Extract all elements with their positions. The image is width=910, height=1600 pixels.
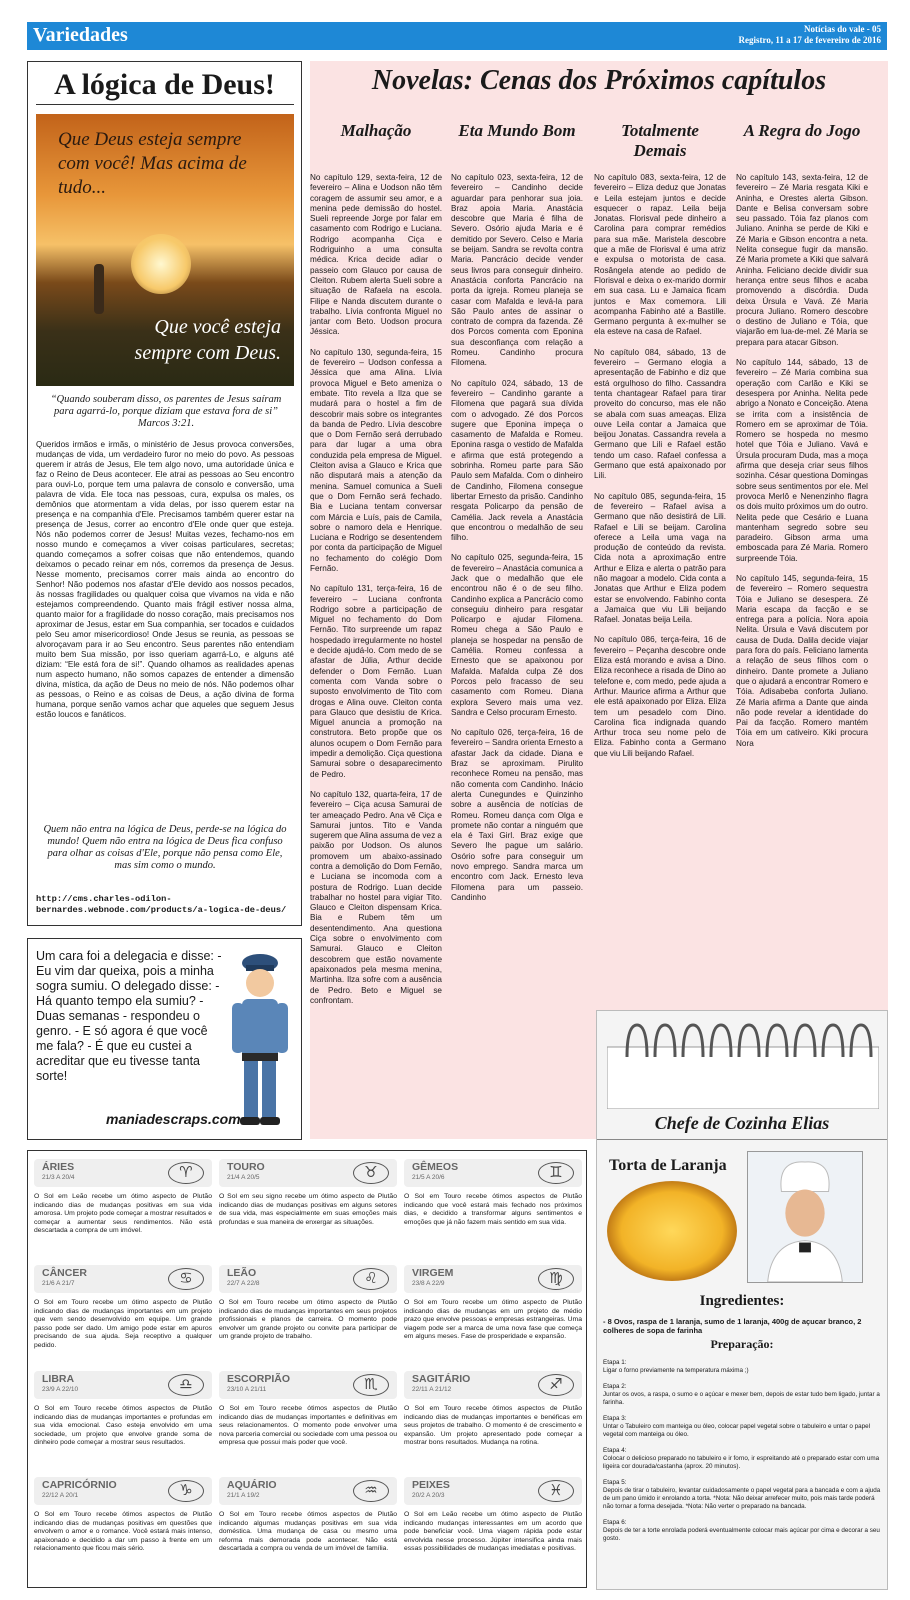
sign-name: SAGITÁRIO xyxy=(412,1373,471,1385)
devotional-body: Queridos irmãos e irmãs, o ministério de Jesus provoca conversões, mudanças de vida, um verdadeiro furor no meio do povo. As pessoas querem ir atrás de Jesus, Ele tem algo novo, uma autoridade única e faz o Reino de Deus acontecer. Ele atrai as pessoas ao Seu encontro para ouvi-Lo, porque tem uma palavra de consolo e conversão, uma palavra de vida. Ele toca nas pessoas, cura, expulsa os males, os demônios que atormentam a vida delas, por isso querem estar na presença e na companhia d'Ele. Precisamos também querer estar na presença de Jesus, correr ao encontro d'Ele onde quer que esteja. Nós não podemos correr de Jesus! Muitas vezes, fechamo-nos em nosso mundo e começamos a viver coisas particulares, secretas; quando começamos a sofrer coisas que não entendemos, quando deixamos o pecado reinar em nós, corremos da presença de Jesus. Nesse momento, precisamos correr mais ainda ao encontro do Senhor! Não podemos nos afastar d'Ele devido aos nossos pecados, às nossas fragilidades ou qualquer coisa que vivamos na vida e não estejamos compreendendo. Quanto mais frágil estiver nossa alma, quanto maior for a fragilidade do nosso coração, mais precisamos nos aproximar de Jesus, estar em Sua companhia, ser tocados e cuidados pelo Seu amor misericordioso! Onde Jesus se reunia, as pessoas se alvoroçavam para ir ao Seu encontro. Seus parentes não entendiam muito bem Sua missão, por isso queriam agarrá-Lo, e alguns até diziam: “Ele está fora de si!”. Quando olhamos as realidades apenas num aspecto humano, não somos capazes de entender a dimensão divina, mística, da ação de Deus no meio de nós. Não podemos olhar as pessoas, o Reino e as coisas de Deus, a ação divina de forma humana, porque senão vamos achar que aqueles que seguem Jesus estão loucos e fanáticos. xyxy=(36,440,294,719)
novela-heading: Eta Mundo Bom xyxy=(458,121,576,140)
step-label: Etapa 5: xyxy=(603,1479,627,1486)
sign-text: O Sol em Touro recebe ótimos aspectos de Plutão indicando que você estará mais fechado nos próximos dias, e decidido a transformar alguns sentimentos e emoções que já não fazem mais sentido em sua vida. xyxy=(404,1193,582,1226)
policeman-illustration xyxy=(224,945,296,1131)
novelas-title: Novelas: Cenas dos Próximos capítulos xyxy=(371,65,827,96)
chapter-summary: No capítulo 131, terça-feira, 16 de fevereiro – Luciana confronta Rodrigo sobre a participação de Miguel no fechamento do Dom Fernão. Tito surpreende um rapaz hospedado irregularmente no hostel e decide ajudá-lo. Com medo de se afastar de Júlia, Arthur decide defender o Dom Fernão. Luan comenta com Vanda sobre o suposto envolvimento de Tito com drogas e Alina ouve. Cleiton conta para Glauco que desistiu de Krica. Miguel anuncia a promoção na construtora. Beto propõe que os alunos ocupem o Dom Fernão para impedir a demolição. Ciça questiona Samurai sobre o desaparecimento de Pedro. xyxy=(310,584,442,779)
novelas-section xyxy=(310,61,888,1139)
prep-step xyxy=(603,1479,883,1511)
devotional-closing: Quem não entra na lógica de Deus, perde-se na lógica do mundo! Quem não entra na lógica de Deus fica confuso para olhar as coisas d'Ele, porque não pensa como Ele, mas sim como o mundo. xyxy=(43,824,287,871)
cancer-icon: ♋ xyxy=(168,1268,204,1290)
devotional-article xyxy=(27,61,302,926)
sign-dates: 21/5 A 20/6 xyxy=(412,1174,445,1181)
preparation-heading: Preparação: xyxy=(710,1337,774,1351)
sign-sagittarius xyxy=(404,1371,582,1475)
sign-dates: 23/10 A 21/11 xyxy=(227,1386,267,1393)
sign-taurus xyxy=(219,1159,397,1263)
virgo-icon: ♍ xyxy=(538,1268,574,1290)
leo-icon: ♌ xyxy=(353,1268,389,1290)
chapter-summary: No capítulo 129, sexta-feira, 12 de fevereiro – Alina e Uodson não têm coragem de assumir seu amor, e a menina pede demissão do hostel. Sueli repreende Jorge por falar em casamento com Rodrigo e Luciana. Rodrigo acompanha Ciça e Rodriguinho a uma consulta médica. Krica decide adiar o passeio com Glauco por causa de Cleiton. Rubem alerta Sueli sobre a situação de Rafaela na escola. Filipe e Nanda discutem durante o trabalho. Lívia confronta Miguel no jantar com Beto. Uodson procura Jéssica. xyxy=(310,173,442,337)
sign-leo xyxy=(219,1265,397,1369)
sign-name: CAPRICÓRNIO xyxy=(42,1479,117,1491)
title-divider xyxy=(36,104,294,105)
step-label: Etapa 4: xyxy=(603,1447,627,1454)
chapter-summary: No capítulo 026, terça-feira, 16 de fevereiro – Sandra orienta Ernesto a afastar Jack da cidade. Diana e Braz se aproximam. Pirulito reconhece Romeu na pensão, mas não comenta com Candinho. Inácio alerta Cunegundes e Quinzinho sobre a ausência de notícias de Romeu. Romeu dança com Olga e promete não contar a ninguém que ela é Taxi Girl. Braz exige que Severo lhe pague um salário. Osório sofre para conseguir um novo emprego. Sandra marca um encontro com Jack. Ernesto leva Filomena para um passeio. Candinho xyxy=(451,728,583,902)
sign-text: O Sol em Leão recebe um ótimo aspecto de Plutão indicando dias de mudanças positivas em sua vida amorosa. Um projeto pode começar a mostrar resultados e começar a aumentar seus rendimentos. Não está descartada a compra de um imóvel. xyxy=(34,1193,212,1235)
orange-tart-photo xyxy=(607,1181,737,1281)
sign-name: CÂNCER xyxy=(42,1267,87,1279)
sign-dates: 21/4 A 20/5 xyxy=(227,1174,260,1181)
sign-text: O Sol em Touro recebe ótimos aspectos de Plutão indicando algumas mudanças positivas em sua vida doméstica. Uma mudança de casa ou mesmo uma reforma mais demorada pode acontecer. Não está descartada a compra ou venda de um imóvel de família. xyxy=(219,1511,397,1553)
chapter-summary: No capítulo 143, sexta-feira, 12 de fevereiro – Zé Maria resgata Kiki e Aninha, e Orestes alerta Gibson. Dante e Belisa conversam sobre seu passado. Tóia faz planos com Juliano. Aninha se perde de Kiki e Zé Maria e Gibson encontra a neta. Nelita consegue fugir da mansão. Zé Maria promete a Kiki que salvará Aninha. Feliciano decide dividir sua herança entre seus filhos e acaba promovendo a discórdia. Duda deixa Úrsula e Vavá. Zé Maria procura Juliano. Romero descobre o destino de Juliano e Tóia, que viajarão em lua-de-mel. Zé Maria se prepara para atacar Gibson. xyxy=(736,173,868,347)
prep-step xyxy=(603,1519,883,1543)
sign-pisces xyxy=(404,1477,582,1581)
novela-summaries xyxy=(310,173,442,1006)
sign-text: O Sol em Touro recebe um ótimo aspecto de Plutão indicando dias de mudanças em um projeto de médio prazo que envolve pessoas e empresas estrangeiras. Uma viagem pode ser a marca de uma nova fase que começa em alguns meses. Fase de prosperidade e expansão. xyxy=(404,1299,582,1341)
bible-quote: “Quando souberam disso, os parentes de Jesus saíram para agarrá-lo, porque diziam que estava fora de si” Marcos 3:21. xyxy=(50,394,282,429)
step-text: Untar o Tabuleiro com manteiga ou óleo, colocar papel vegetal sobre o tabuleiro e untar o papel vegetal com manteiga ou óleo. xyxy=(603,1423,870,1438)
joke-panel xyxy=(27,938,302,1140)
chapter-summary: No capítulo 132, quarta-feira, 17 de fevereiro – Ciça acusa Samurai de ter ameaçado Pedro. Ana vê Ciça e Samurai juntos. Tito e Vanda sugerem que Alina assuma de vez a paixão por Uodson. Os alunos promovem um abaixo-assinado contra a demolição do Dom Fernão, e Luciana se incomoda com a postura de Rodrigo. Luan decide trabalhar no hostel para vigiar Tito. Glauco e Cleiton dispensam Krica. Bia e Rubem têm um desentendimento. Ana questiona Ciça sobre o envolvimento com Samurai. Glauco e Cleiton descobrem que estão novamente apaixonados pela mesma menina, Martinha. Ilza sofre com a ausência de Pedro. Beto e Miguel se confrontam. xyxy=(310,789,442,1005)
sign-dates: 22/11 A 21/12 xyxy=(412,1386,452,1393)
chef-title: Chefe de Cozinha Elias xyxy=(654,1113,830,1133)
sign-name: VIRGEM xyxy=(412,1267,454,1279)
scorpio-icon: ♏ xyxy=(353,1374,389,1396)
chef-divider xyxy=(597,1139,887,1140)
sign-aquarius xyxy=(219,1477,397,1581)
novela-column-totalmente-demais xyxy=(594,121,726,769)
sign-gemini xyxy=(404,1159,582,1263)
pisces-icon: ♓ xyxy=(538,1480,574,1502)
sign-dates: 23/9 A 22/10 xyxy=(42,1386,79,1393)
chapter-summary: No capítulo 085, segunda-feira, 15 de fevereiro – Rafael avisa a Germano que não desistirá de Lili. Rafael e Lili se beijam. Carolina oferece a Leila uma vaga na produção de conteúdo da revista. Cida nota a aproximação entre Arthur e Eliza e alerta o patrão para não magoar a modelo. Cida conta a Jonatas que Arthur e Eliza podem estar se envolvendo. Fabinho conta a Jamaica que viu Lili beijando Rafael. Jonatas beija Leila. xyxy=(594,491,726,625)
sign-dates: 21/6 A 21/7 xyxy=(42,1280,75,1287)
sign-dates: 22/12 A 20/1 xyxy=(42,1492,79,1499)
sign-dates: 20/2 A 20/3 xyxy=(412,1492,445,1499)
preparation-steps xyxy=(603,1359,883,1551)
sign-text: O Sol em seu signo recebe um ótimo aspecto de Plutão indicando dias de mudanças positivas em alguns setores de sua vida, mas especialmente em suas emoções mais profundas e sua maneira de enxergar as situações. xyxy=(219,1193,397,1226)
sign-text: O Sol em Touro recebe ótimos aspectos de Plutão indicando dias de mudanças importantes e definitivas em seus relacionamentos. O momento pode envolver uma nova parceria comercial ou sociedade com uma pessoa ou empresa que possui mais poder que você. xyxy=(219,1405,397,1447)
sign-name: LIBRA xyxy=(42,1373,75,1385)
chapter-summary: No capítulo 144, sábado, 13 de fevereiro – Zé Maria combina sua operação com Carlão e Kiki se desespera por Aninha. Nelita pede abrigo a Nonato e Conceição. Atena se irrita com a insistência de Romero em se aproximar de Tóia. Romero se hospeda no mesmo hotel que Tóia e Juliano. Vavá e Úrsula procuram Duda, mas a moça afirma que deseja criar seus filhos sozinha. César questiona Domingas sobre seus sentimentos por ele. Mel provoca Merlô e Nenenzinho flagra os dois muito próximos um do outro. Nelita pede que Cesário e Luana mantenham segredo sobre seu paradeiro. Gibson arma uma emboscada para Zé Maria. Romero surpreende Tóia. xyxy=(736,358,868,563)
sign-text: O Sol em Touro recebe um ótimo aspecto de Plutão indicando dias de mudanças importantes em um projeto que vem sendo desenvolvido em equipe. Um grande passo pode ser dado. Um amigo pode estar em apuros precisando de sua ajuda. Seja receptivo a qualquer pedido. xyxy=(34,1299,212,1349)
person-silhouette xyxy=(94,264,104,314)
prep-step xyxy=(603,1383,883,1407)
sign-text: O Sol em Touro recebe ótimos aspectos de Plutão indicando dias de mudanças positivas em questões que envolvem o amor e o romance. Você estará mais intenso, apaixonado e decidido a dar um passo à frente em um relacionamento que ficou mais sério. xyxy=(34,1511,212,1553)
chapter-summary: No capítulo 084, sábado, 13 de fevereiro – Germano elogia a apresentação de Fabinho e diz que está orgulhoso do filho. Cassandra tenta chantagear Rafael para tirar proveito do concurso, mas ele não se abala com suas ameaças. Eliza ouve Leila contar a Jamaica que beijou Jonatas. Cassandra revela a Germano que Lili e Rafael estão tendo um caso. Rafael confessa a Germano que está apaixonado por Lili. xyxy=(594,347,726,481)
sign-text: O Sol em Touro recebe um ótimo aspecto de Plutão indicando dias de mudanças importantes em seus projetos profissionais e planos de carreira. O momento pode envolver um grande projeto ou convite para participar de um grande projeto de trabalho. xyxy=(219,1299,397,1341)
step-label: Etapa 3: xyxy=(603,1415,627,1422)
edition-info xyxy=(739,24,881,46)
novela-summaries xyxy=(451,173,583,903)
sign-text: O Sol em Leão recebe um ótimo aspecto de Plutão indicando mudanças interessantes em um acordo que pode beneficiar você. Uma viagem rápida pode estar envolvida nesse processo. Júpiter intensifica ainda mais essas possibilidades de mudanças imediatas e positivas. xyxy=(404,1511,582,1553)
step-text: Depois de tirar o tabuleiro, levantar cuidadosamente o papel vegetal para a bancada e com a ajuda de um pano úmido ir enrolando a torta. *Nota: Não deixar arrefecer muito, pois mais tarde poderá não tornar a forma desejada. *Nota: Não verter o preparado na bancada. xyxy=(603,1487,881,1510)
gemini-icon: ♊ xyxy=(538,1162,574,1184)
recipe-name: Torta de Laranja xyxy=(609,1157,727,1174)
sign-name: ÁRIES xyxy=(42,1161,75,1173)
sign-dates: 21/3 A 20/4 xyxy=(42,1174,75,1181)
maniadescraps-logo: maniadescraps.com xyxy=(106,1111,241,1127)
novela-heading: Malhação xyxy=(340,121,412,140)
sign-dates: 23/8 A 22/9 xyxy=(412,1280,445,1287)
spiral-notebook-illustration xyxy=(607,1017,879,1109)
paper-page: Notícias do vale - 05 xyxy=(804,24,881,34)
sign-scorpio xyxy=(219,1371,397,1475)
novela-heading: Totalmente Demais xyxy=(621,121,699,160)
source-url[interactable]: http://cms.charles-odilon-bernardes.webnode.com/products/a-logica-de-deus/ xyxy=(36,894,287,915)
sign-aries xyxy=(34,1159,212,1263)
libra-icon: ♎ xyxy=(168,1374,204,1396)
chapter-summary: No capítulo 145, segunda-feira, 15 de fevereiro – Romero sequestra Tóia e Juliano se desespera. Zé Maria escapa da facção e se entrega para a polícia. Nora apoia Nelita. Úrsula e Vavá discutem por causa de Duda. Dalila decide viajar para fora do país. Feliciano lamenta a relação de seus filhos com o dinheiro. Dante promete a Juliano que o ajudará a encontrar Romero e Tóia. Adisabeba conforta Juliano. Zé Maria afirma a Dante que ainda não pode revelar a identidade do Pai da facção. Romero mantém Tóia em um cativeiro. Kiki procura Nora xyxy=(736,573,868,748)
chapter-summary: No capítulo 023, sexta-feira, 12 de fevereiro – Candinho decide aguardar para penhorar sua joia. Braz apoia Maria. Anastácia descobre que Maria é filha de Severo. Osório ajuda Maria e é demitido por Severo. Celso e Maria se beijam. Sandra se revolta contra Maria. Pancrácio decide vender seus livros para conseguir dinheiro. Anastácia conforta Pancrácio na porta da igreja. Romeu planeja se casar com Mafalda e levá-la para São Paulo antes de assinar o contrato de compra da fazenda. Zé dos Porcos comenta com Eponina sua desconfiança com relação a Romeu. Candinho procura Filomena. xyxy=(451,173,583,368)
chapter-summary: No capítulo 024, sábado, 13 de fevereiro – Candinho garante a Filomena que pagará sua dívida com o advogado. Zé dos Porcos sugere que Eponina impeça o casamento de Mafalda e Romeu. Eponina rasga o vestido de Mafalda e afirma que está protegendo a sobrinha. Romeu parte para São Paulo sem Mafalda. Com o dinheiro de Candinho, Filomena consegue libertar Ernesto da prisão. Candinho resgata Policarpo da pensão de Camélia. Jack revela a Anastácia que encontrou o medalhão de seu filho. xyxy=(451,378,583,543)
sun-glow xyxy=(131,234,191,294)
chef-portrait xyxy=(747,1151,863,1283)
prep-step xyxy=(603,1415,883,1439)
sign-cancer xyxy=(34,1265,212,1369)
novela-column-eta-mundo-bom xyxy=(451,121,583,913)
sign-libra xyxy=(34,1371,212,1475)
edition-date: Registro, 11 a 17 de fevereiro de 2016 xyxy=(738,35,881,45)
sign-name: PEIXES xyxy=(412,1479,450,1491)
sign-name: GÊMEOS xyxy=(412,1161,459,1173)
sagittarius-icon: ♐ xyxy=(538,1374,574,1396)
sign-dates: 22/7 A 22/8 xyxy=(227,1280,260,1287)
step-text: Ligar o forno previamente na temperatura máxima ;) xyxy=(603,1367,749,1374)
horoscope-panel xyxy=(27,1150,587,1588)
ingredients-list: - 8 Ovos, raspa de 1 laranja, sumo de 1 laranja, 400g de açucar branco, 2 colheres de sopa de farinha xyxy=(603,1317,862,1335)
step-label: Etapa 6: xyxy=(603,1519,627,1526)
sign-text: O Sol em Touro recebe ótimos aspectos de Plutão indicando dias de mudanças importantes e benéficas em seus projetos de trabalho. O momento é de crescimento e expansão. Um projeto apresentado pode começar a mostrar bons resultados. Mudança na rotina. xyxy=(404,1405,582,1447)
section-header xyxy=(27,22,887,50)
devotional-title: A lógica de Deus! xyxy=(54,68,275,101)
novela-column-a-regra-do-jogo xyxy=(736,121,868,759)
step-label: Etapa 1: xyxy=(603,1359,627,1366)
chapter-summary: No capítulo 086, terça-feira, 16 de fevereiro – Peçanha descobre onde Eliza está morando e avisa a Dino. Eliza reconhece a risada de Dino ao telefone e, com medo, pede ajuda a Arthur. Maurice afirma a Arthur que ele está apaixonado por Eliza. Eliza tem um pesadelo com Dino. Carolina fica indignada quando Arthur troca seu nome pelo de Eliza. Fabinho conta a Germano que viu Lili beijando Rafael. xyxy=(594,635,726,758)
sign-virgo xyxy=(404,1265,582,1369)
capricorn-icon: ♑ xyxy=(168,1480,204,1502)
sunset-image xyxy=(36,114,294,386)
aries-icon: ♈ xyxy=(168,1162,204,1184)
chapter-summary: No capítulo 130, segunda-feira, 15 de fevereiro – Uodson confessa a Jéssica que ama Alina. Lívia provoca Miguel e Beto ameniza o embate. Tito revela a Ilza que se mudará para o hostel a fim de descobrir mais sobre os integrantes da banda de Pedro. Lívia descobre que o Dom Fernão será derrubado para dar lugar a uma obra conduzida pela empresa de Miguel. Cleiton avisa a Glauco e Krica que não disputará mais a atenção da menina. Samuel comunica a Sueli que o Dom Fernão será fechado. Bia e Luciana tentam conversar com Márcia e Luís, pais de Camila, sobre o namoro dela e Henrique. Luciana e Rodrigo se desentendem por conta da participação de Miguel no fechamento do colégio Dom Fernão. xyxy=(310,347,442,573)
sign-name: ESCORPIÃO xyxy=(227,1373,291,1385)
image-caption-top: Que Deus esteja sempre com você! Mas acima de tudo... xyxy=(58,129,247,198)
novela-summaries xyxy=(736,173,868,749)
sign-dates: 21/1 A 19/2 xyxy=(227,1492,260,1499)
prep-step xyxy=(603,1447,883,1471)
ingredients-heading: Ingredientes: xyxy=(699,1293,785,1309)
joke-text: Um cara foi a delegacia e disse: - Eu vim dar queixa, pois a minha sogra sumiu. O delegado disse: - Há quanto tempo ela sumiu? - Duas semanas - respondeu o genro. - E só agora é que você me fala? - É que eu custei a acreditar que eu tivesse tanta sorte! xyxy=(36,949,222,1083)
image-caption-bottom: Que você esteja sempre com Deus. xyxy=(134,316,281,364)
chef-recipe-panel xyxy=(596,1010,888,1590)
step-label: Etapa 2: xyxy=(603,1383,627,1390)
step-text: Juntar os ovos, a raspa, o sumo e o açúcar e mexer bem, depois de estar tudo bem ligado, juntar a farinha. xyxy=(603,1391,880,1406)
sign-text: O Sol em Touro recebe ótimos aspectos de Plutão indicando dias de mudanças importantes e profundas em sua vida emocional. Caso esteja envolvido em uma sociedade, um projeto que envolve grande soma de dinheiro pode começar a mostrar seus resultados. xyxy=(34,1405,212,1447)
novela-summaries xyxy=(594,173,726,759)
chapter-summary: No capítulo 025, segunda-feira, 15 de fevereiro – Anastácia comunica a Jack que o medalhão que ele encontrou não é o de seu filho. Candinho explica a Pancrácio como conseguiu dinheiro para resgatar Policarpo e ajudar Filomena. Romeu chega a São Paulo e planeja se hospedar na pensão de Camélia. Romeu confessa a Ernesto que se apaixonou por Mafalda. Mafalda culpa Zé dos Porcos pelo fracasso de seu casamento com Romeu. Diana explora Severo mais uma vez. Sandra e Celso procuram Ernesto. xyxy=(451,553,583,717)
section-name: Variedades xyxy=(33,24,128,46)
sign-name: TOURO xyxy=(227,1161,265,1173)
sign-capricorn xyxy=(34,1477,212,1581)
chapter-summary: No capítulo 083, sexta-feira, 12 de fevereiro – Eliza deduz que Jonatas e Leila estejam juntos e decide esquecer o rapaz. Leila beija Jonatas. Florisval pede dinheiro a Carolina para comprar remédios para sua mãe. Maristela descobre que a mãe de Florisval é uma atriz e expulsa o motorista de casa. Rosângela atende ao pedido de Florisval e deixa o ex-marido dormir em sua casa. Lu e Jamaica ficam juntos e Max comemora. Lili acompanha Fabinho até a Bastille. Germano pergunta à ex-mulher se ela esteve na casa de Rafael. xyxy=(594,173,726,337)
sign-name: LEÃO xyxy=(227,1267,257,1279)
taurus-icon: ♉ xyxy=(353,1162,389,1184)
aquarius-icon: ♒ xyxy=(353,1480,389,1502)
step-text: Depois de ter a torte enrolada poderá eventualmente colocar mais açúcar por cima e decorar a seu gosto. xyxy=(603,1527,880,1542)
sign-name: AQUÁRIO xyxy=(227,1479,277,1491)
novela-column-malhacao xyxy=(310,121,442,1016)
novela-heading: A Regra do Jogo xyxy=(743,121,861,140)
step-text: Colocar o delicioso preparado no tabuleiro e ir forno, ir espreitando até o preparado estar com uma ligeira cor dourada/castanha (aprox. 20 minutos). xyxy=(603,1455,880,1470)
prep-step xyxy=(603,1359,883,1375)
